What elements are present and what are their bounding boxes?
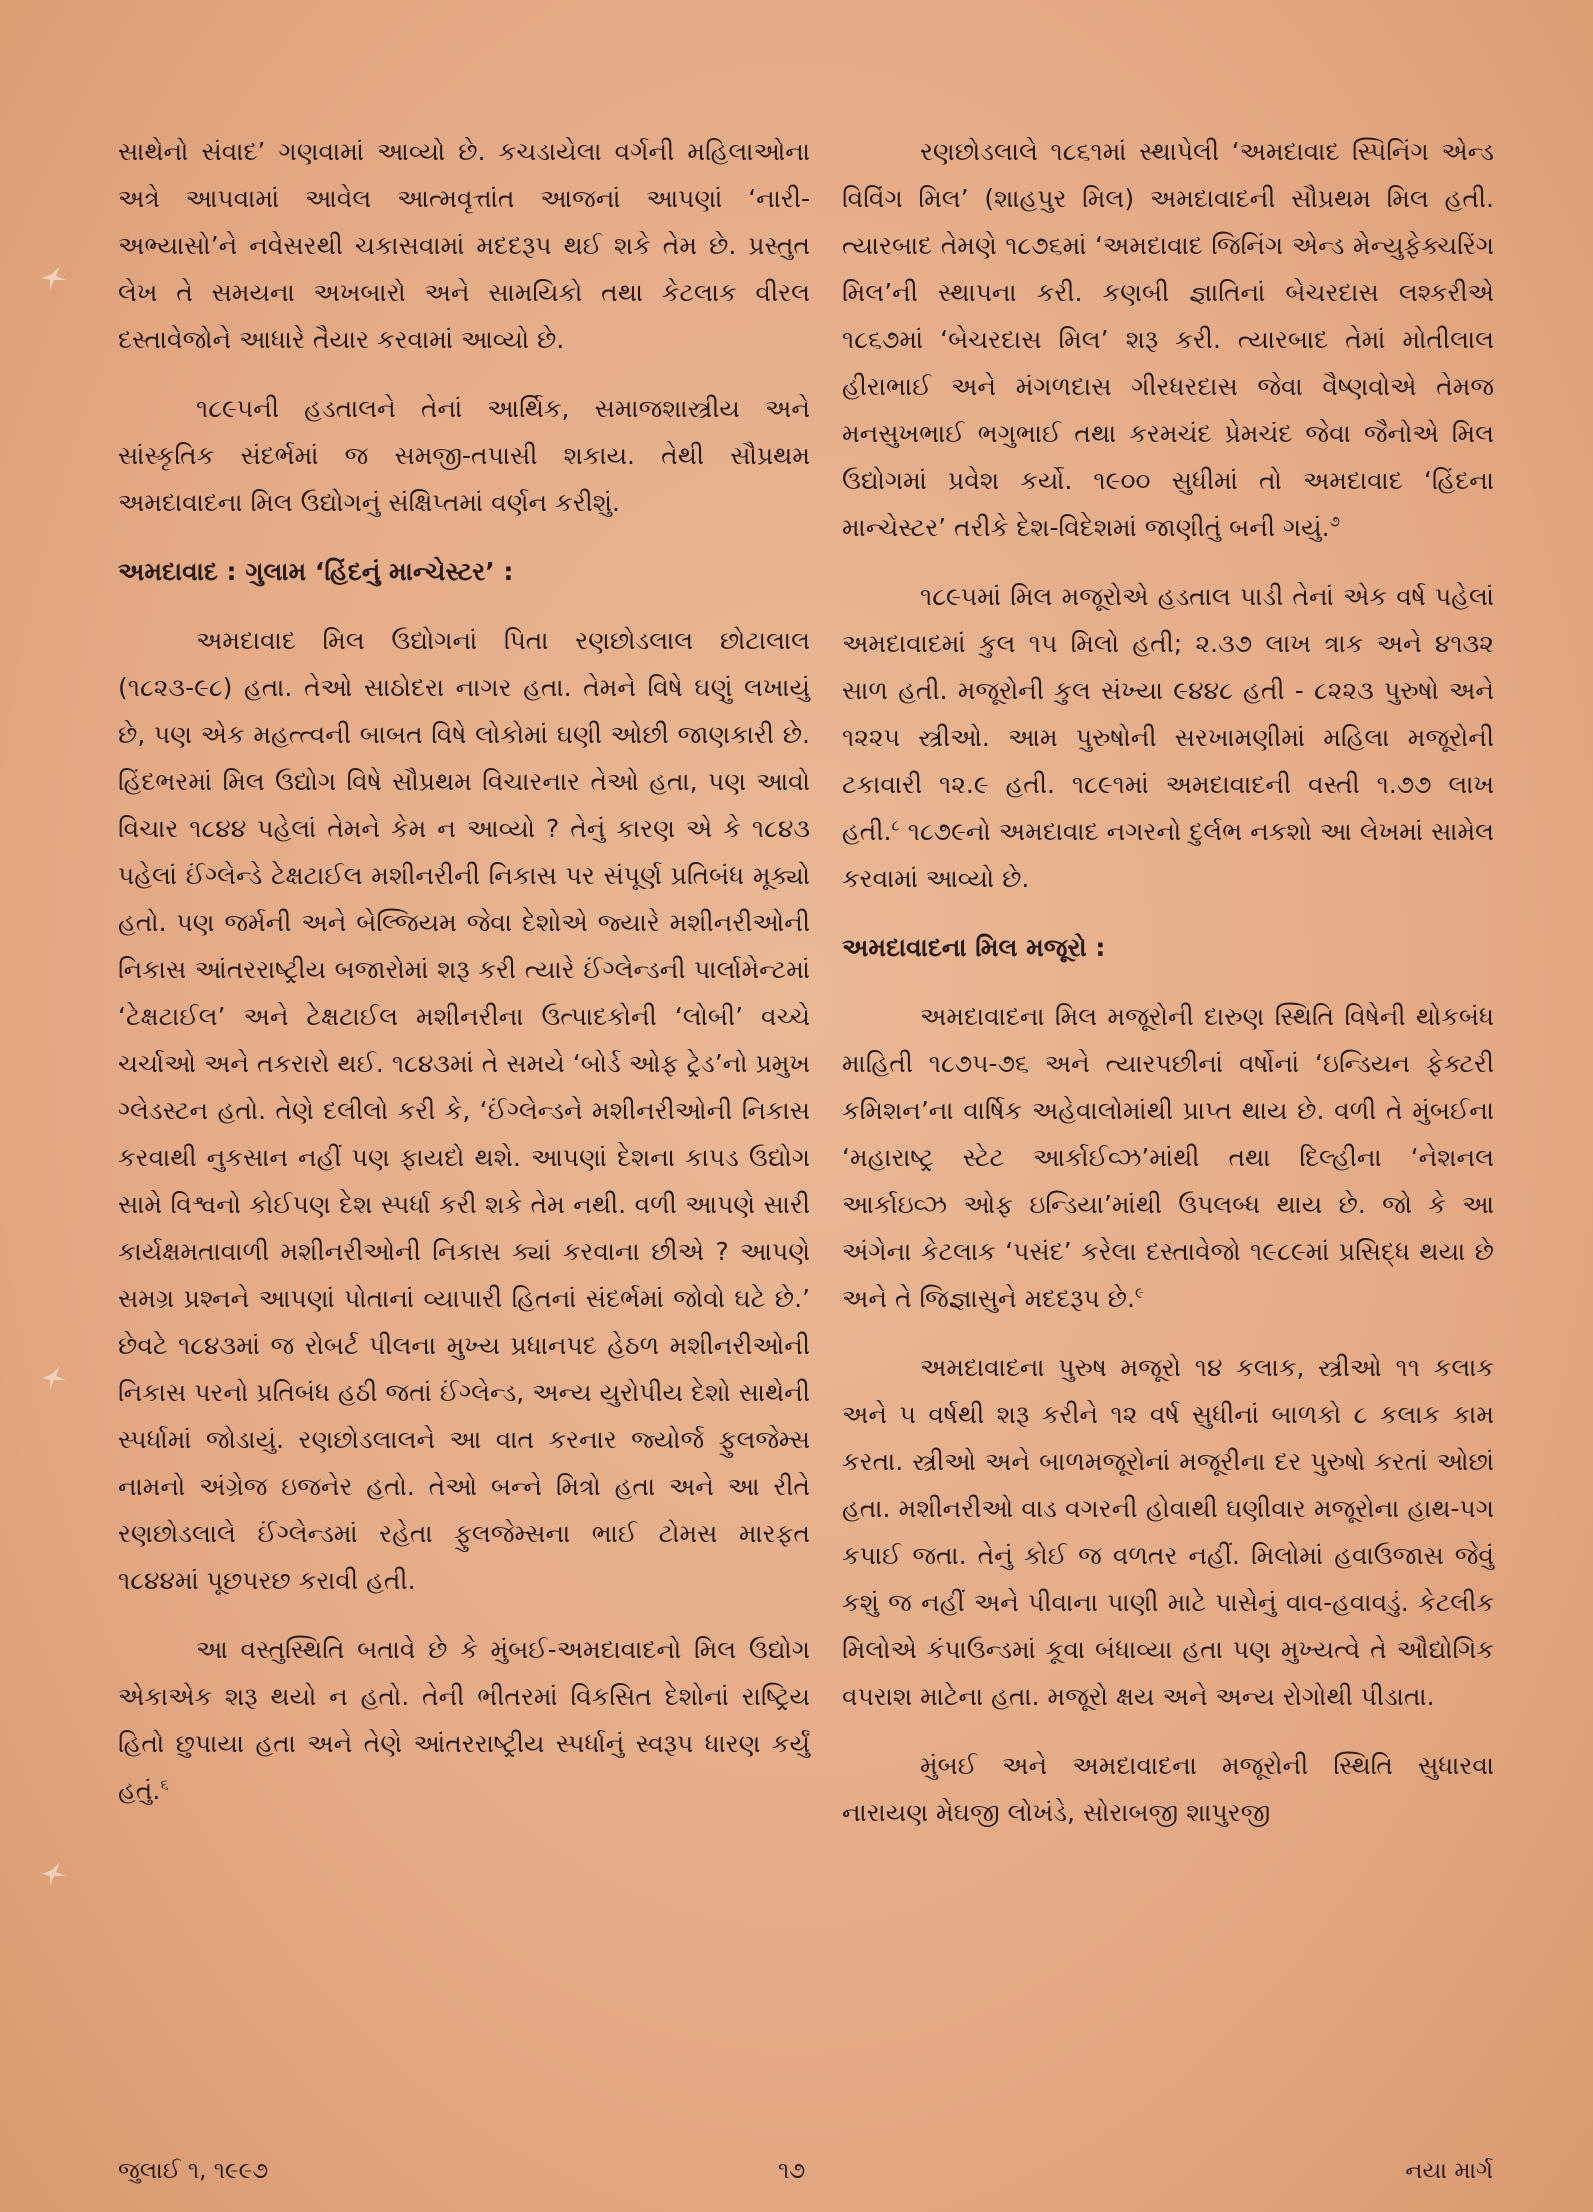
paragraph-text: રણછોડલાલે ૧૮૬૧માં સ્થાપેલી ‘અમદાવાદ સ્પિનિંગ એન્ડ વિવિંગ મિલ’ (શાહપુર મિલ) અમદાવાદની સૌપ્રથમ મિલ હતી. ત્યારબાદ તેમણે ૧૮૭૬માં ‘અમદાવાદ જિનિંગ એન્ડ મેન્યુફેક્ચરિંગ મિલ’ની સ્થાપના કરી. કણબી જ્ઞાતિનાં બેચરદાસ લશ્કરીએ ૧૮૬૭માં ‘બેચરદાસ મિલ’ શરૂ કરી. ત્યારબાદ તેમાં મોતીલાલ હીરાભાઈ અને મંગળદાસ ગીરધરદાસ જેવા વૈષ્ણવોએ તેમજ મનસુખભાઈ ભગુભાઈ તથા કરમચંદ પ્રેમચંદ જેવા જૈનોએ મિલ ઉદ્યોગમાં પ્રવેશ કર્યો. ૧૯૦૦ સુધીમાં તો અમદાવાદ ‘હિંદના માન્ચેસ્ટર’ તરીકે દેશ-વિદેશમાં જાણીતું બની ગયું. xyxy=(842,137,1494,542)
paragraph: સાથેનો સંવાદ’ ગણવામાં આવ્યો છે. કચડાયેલા વર્ગની મહિલાઓના અત્રે આપવામાં આવેલ આત્મવૃત્તાંત આજનાં આપણાં ‘નારી-અભ્યાસો’ને નવેસરથી ચકાસવામાં મદદરૂપ થઈ શકે તેમ છે. પ્રસ્તુત લેખ તે સમયના અખબારો અને સામયિકો તથા કેટલાક વીરલ દસ્તાવેજોને આધારે તૈયાર કરવામાં આવ્યો છે. xyxy=(118,137,810,354)
footnote-marker: ૬ xyxy=(160,1775,169,1794)
paragraph-text: ૧૮૭૯નો અમદાવાદ નગરનો દુર્લભ નકશો આ લેખમાં સામેલ કરવામાં આવ્યો છે. xyxy=(842,817,1494,893)
section-heading: અમદાવાદના મિલ મજૂરો : xyxy=(842,933,1106,962)
right-column xyxy=(842,128,1494,1858)
paragraph: ૧૮૯૫ની હડતાલને તેનાં આર્થિક, સમાજશાસ્ત્રીય અને સાંસ્કૃતિક સંદર્ભમાં જ સમજી-તપાસી શકાય. તેથી સૌપ્રથમ અમદાવાદના મિલ ઉદ્યોગનું સંક્ષિપ્તમાં વર્ણન કરીશું. xyxy=(118,394,810,517)
left-column xyxy=(118,128,810,1836)
paper-tear-mark xyxy=(38,1362,70,1394)
paragraph: અમદાવાદ મિલ ઉદ્યોગનાં પિતા રણછોડલાલ છોટાલાલ (૧૮૨૩-૯૮) હતા. તેઓ સાઠોદરા નાગર હતા. તેમને વિષે ઘણું લખાયું છે, પણ એક મહત્ત્વની બાબત વિષે લોકોમાં ઘણી ઓછી જાણકારી છે. હિંદભરમાં મિલ ઉદ્યોગ વિષે સૌપ્રથમ વિચારનાર તેઓ હતા, પણ આવો વિચાર ૧૮૪૪ પહેલાં તેમને કેમ ન આવ્યો ? તેનું કારણ એ કે ૧૮૪૩ પહેલાં ઈંગ્લેન્ડે ટેક્ષટાઈલ મશીનરીની નિકાસ પર સંપૂર્ણ પ્રતિબંધ મૂક્યો હતો. પણ જર્મની અને બેલ્જિયમ જેવા દેશોએ જ્યારે મશીનરીઓની નિકાસ આંતરરાષ્ટ્રીય બજારોમાં શરૂ કરી ત્યારે ઈંગ્લેન્ડની પાર્લામેન્ટમાં ‘ટેક્ષટાઈલ’ અને ટેક્ષટાઈલ મશીનરીના ઉત્પાદકોની ‘લોબી’ વચ્ચે ચર્ચાઓ અને તકરારો થઈ. ૧૮૪૩માં તે સમયે ‘બોર્ડ ઓફ ટ્રેડ’નો પ્રમુખ ગ્લેડસ્ટન હતો. તેણે દલીલો કરી કે, ‘ઈંગ્લેન્ડને મશીનરીઓની નિકાસ કરવાથી નુકસાન નહીં પણ ફાયદો થશે. આપણાં દેશના કાપડ ઉદ્યોગ સામે વિશ્વનો કોઈપણ દેશ સ્પર્ધા કરી શકે તેમ નથી. વળી આપણે સારી કાર્યક્ષમતાવાળી મશીનરીઓની નિકાસ ક્યાં કરવાના છીએ ? આપણે સમગ્ર પ્રશ્નને આપણાં પોતાનાં વ્યાપારી હિતનાં સંદર્ભમાં જોવો ઘટે છે.’ છેવટે ૧૮૪૩માં જ રોબર્ટ પીલના મુખ્ય પ્રધાનપદ હેઠળ મશીનરીઓની નિકાસ પરનો પ્રતિબંધ હઠી જતાં ઈંગ્લેન્ડ, અન્ય યુરોપીય દેશો સાથેની સ્પર્ધામાં જોડાયું. રણછોડલાલને આ વાત કરનાર જ્યોર્જ ફુલજેમ્સ નામનો અંગ્રેજ ઇજનેર હતો. તેઓ બન્ને મિત્રો હતા અને આ રીતે રણછોડલાલે ઈંગ્લેન્ડમાં રહેતા ફુલજેમ્સના ભાઈ ટોમસ મારફત ૧૮૪૪માં પૂછપરછ કરાવી હતી. xyxy=(118,626,810,1595)
paragraph: અમદાવાદના પુરુષ મજૂરો ૧૪ કલાક, સ્ત્રીઓ ૧૧ કલાક અને ૫ વર્ષથી શરૂ કરીને ૧૨ વર્ષ સુધીનાં બાળકો ૮ કલાક કામ કરતા. સ્ત્રીઓ અને બાળમજૂરોનાં મજૂરીના દર પુરુષો કરતાં ઓછાં હતા. મશીનરીઓ વાડ વગરની હોવાથી ઘણીવાર મજૂરોના હાથ-પગ કપાઈ જતા. તેનું કોઈ જ વળતર નહીં. મિલોમાં હવાઉજાસ જેવું કશું જ નહીં અને પીવાના પાણી માટે પાસેનું વાવ-હવાવડું. કેટલીક મિલોએ કંપાઉન્ડમાં કૂવા બંધાવ્યા હતા પણ મુખ્યત્વે તે ઔદ્યોગિક વપરાશ માટેના હતા. મજૂરો ક્ષય અને અન્ય રોગોથી પીડાતા. xyxy=(842,1353,1494,1711)
footnote-marker: ૮ xyxy=(891,816,900,835)
paragraph-text: આ વસ્તુસ્થિતિ બતાવે છે કે મુંબઈ-અમદાવાદનો મિલ ઉદ્યોગ એકાએક શરૂ થયો ન હતો. તેની ભીતરમાં વિકસિત દેશોનાં રાષ્ટ્રિય હિતો છુપાયા હતા અને તેણે આંતરરાષ્ટ્રીય સ્પર્ધાનું સ્વરૂપ ધારણ કર્યું હતું. xyxy=(118,1635,810,1805)
issue-date: જુલાઈ ૧, ૧૯૯૭ xyxy=(118,2158,269,2184)
paragraph-text: અમદાવાદના મિલ મજૂરોની દારુણ સ્થિતિ વિષેની થોકબંધ માહિતી ૧૮૭૫-૭૬ અને ત્યારપછીનાં વર્ષોનાં ‘ઇન્ડિયન ફેક્ટરી કમિશન’ના વાર્ષિક અહેવાલોમાંથી પ્રાપ્ત થાય છે. વળી તે મુંબઈના ‘મહારાષ્ટ્ર સ્ટેટ આર્કાઈવ્ઝ’માંથી તથા દિલ્હીના ‘નેશનલ આર્કાઇવ્ઝ ઓફ ઇન્ડિયા’માંથી ઉપલબ્ધ થાય છે. જો કે આ અંગેના કેટલાક ‘પસંદ’ કરેલા દસ્તાવેજો ૧૯૮૯માં પ્રસિદ્ધ થયા છે અને તે જિજ્ઞાસુને મદદરૂપ છે. xyxy=(842,1002,1494,1313)
paper-tear-mark xyxy=(38,1858,70,1890)
page-number: ૧૭ xyxy=(778,2158,806,2184)
paragraph xyxy=(842,993,1494,1322)
paragraph xyxy=(842,128,1494,551)
paragraph xyxy=(118,1626,810,1814)
footnote-marker: ૭ xyxy=(1329,512,1341,531)
paragraph-text: ૧૮૯૫માં મિલ મજૂરોએ હડતાલ પાડી તેનાં એક વર્ષ પહેલાં અમદાવાદમાં કુલ ૧૫ મિલો હતી; ૨.૩૭ લાખ ત્રાક અને ૪૧૩૨ સાળ હતી. મજૂરોની કુલ સંખ્યા ૯૪૪૮ હતી - ૮૨૨૩ પુરુષો અને ૧૨૨૫ સ્ત્રીઓ. આમ પુરુષોની સરખામણીમાં મહિલા મજૂરોની ટકાવારી ૧૨.૯ હતી. ૧૮૯૧માં અમદાવાદની વસ્તી ૧.૭૭ લાખ હતી. xyxy=(842,582,1494,846)
section-heading: અમદાવાદ : ગુલામ ‘હિંદનું માન્ચેસ્ટર’ : xyxy=(118,557,514,586)
paragraph xyxy=(842,573,1494,902)
footnote-marker: ૯ xyxy=(1134,1283,1144,1302)
magazine-name: નયા માર્ગ xyxy=(1405,2158,1493,2184)
paragraph: મુંબઈ અને અમદાવાદના મજૂરોની સ્થિતિ સુધારવા નારાયણ મેઘજી લોખંડે, સોરાબજી શાપુરજી xyxy=(842,1751,1494,1827)
paper-tear-mark xyxy=(38,262,70,294)
